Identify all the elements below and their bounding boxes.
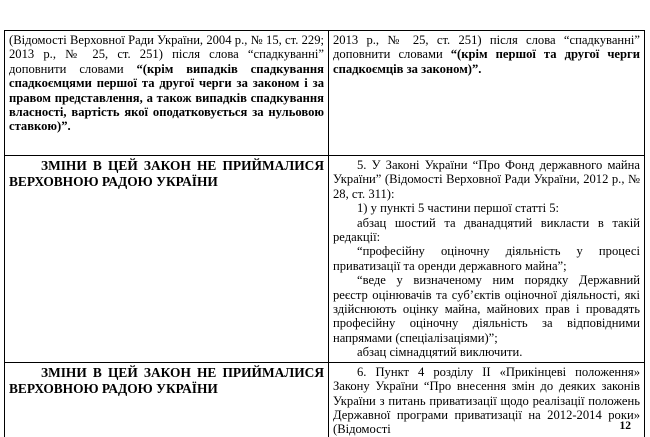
paragraph: 6. Пункт 4 розділу II «Прикінцеві положення» Закону України “Про внесення змін до деяких законів України з питань приватизації щодо реалізації положень Державної програми приватизації на 2012-2014 роки» (Відомості <box>333 364 640 437</box>
no-amendments-heading: ЗМІНИ В ЦЕЙ ЗАКОН НЕ ПРИЙМАЛИСЯ ВЕРХОВНОЮ РАДОЮ УКРАЇНИ <box>9 158 324 189</box>
paragraph: “професійну оціночну діяльність у процесі приватизації та оренди державного майна”; <box>333 244 640 273</box>
law-comparison-table <box>4 30 645 437</box>
paragraph <box>333 33 640 76</box>
paragraph-text: 2013 р., № 25, ст. 251) після слова “спадкуванні” доповнити словами <box>333 33 640 62</box>
cell-row3-left <box>5 362 329 437</box>
table-row <box>5 31 645 156</box>
cell-row2-left <box>5 156 329 363</box>
paragraph: 5. У Законі України “Про Фонд державного майна України” (Відомості Верховної Ради України, 2012 р., № 28, ст. 311): <box>333 158 640 201</box>
cell-row2-right <box>329 156 645 363</box>
cell-row1-left <box>5 31 329 156</box>
paragraph: абзац сімнадцятий виключити. <box>357 345 523 360</box>
table-row <box>5 362 645 437</box>
paragraph-bold-text: “(крім першої та другої черги спадкоємців за законом)”. <box>333 47 640 76</box>
paragraph: 1) у пункті 5 частини першої статті 5: <box>357 201 560 216</box>
paragraph-bold-text: “(крім випадків спадкування спадкоємцями першої та другої черги за законом і за правом представлення, а також випадків спадкування власності, вартість якої оподатковується за нульовою ставкою)”. <box>9 61 324 134</box>
cell-row1-right <box>329 31 645 156</box>
cell-row3-right <box>329 362 645 437</box>
paragraph: “веде у визначеному ним порядку Державний реєстр оцінювачів та суб’єктів оціночної діяльності, які здійснюють оцінку майна, майнових прав і провадять професійну оціночну діяльність за відповідними напрямами (спеціалізаціями)”; <box>333 273 640 345</box>
page-number: 12 <box>619 420 631 432</box>
no-amendments-heading: ЗМІНИ В ЦЕЙ ЗАКОН НЕ ПРИЙМАЛИСЯ ВЕРХОВНОЮ РАДОЮ УКРАЇНИ <box>9 364 324 396</box>
table-row <box>5 156 645 363</box>
paragraph: абзац шостий та дванадцятий викласти в такій редакції: <box>333 215 640 245</box>
paragraph <box>9 33 324 134</box>
paragraph-text: (Відомості Верховної Ради України, 2004 р., № 15, ст. 229; 2013 р., № 25, ст. 251) після слова “спадкуванні” доповнити словами <box>9 33 324 76</box>
